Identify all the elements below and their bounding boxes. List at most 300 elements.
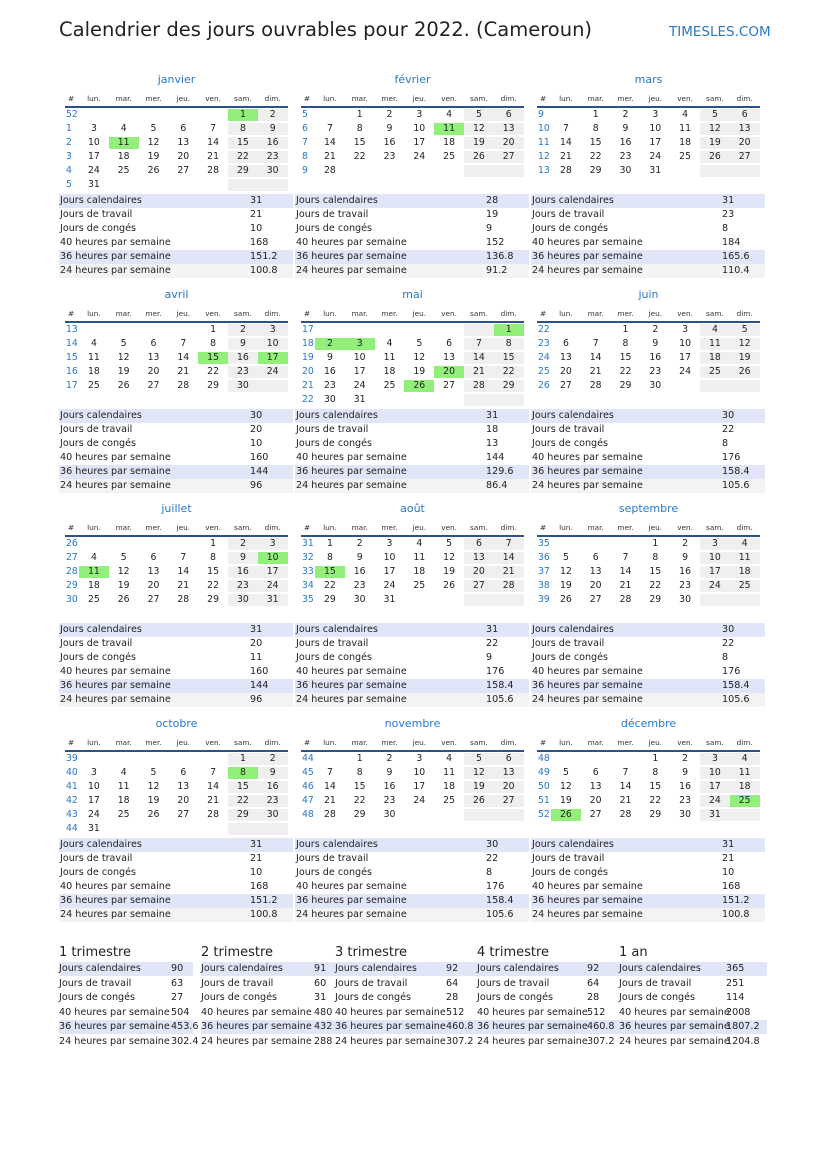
summary-label: Jours calendaires bbox=[619, 963, 701, 974]
day-cell: 9 bbox=[682, 767, 689, 778]
stat-label: 40 heures par semaine bbox=[296, 452, 407, 463]
day-cell: 4 bbox=[386, 338, 393, 349]
stat-value: 168 bbox=[250, 881, 269, 892]
empty-day-cell bbox=[494, 165, 524, 177]
stat-label: 40 heures par semaine bbox=[60, 237, 171, 248]
day-cell: 30 bbox=[679, 809, 691, 820]
stat-value: 8 bbox=[722, 223, 729, 234]
stat-row bbox=[59, 465, 293, 479]
empty-day-cell bbox=[109, 823, 139, 835]
empty-day-cell bbox=[109, 179, 139, 191]
day-cell: 22 bbox=[353, 151, 366, 162]
stat-label: Jours calendaires bbox=[60, 839, 142, 850]
day-cell: 17 bbox=[700, 781, 730, 793]
weekday-label: jeu. bbox=[176, 94, 191, 103]
day-cell: 8 bbox=[592, 123, 599, 134]
stat-row bbox=[295, 222, 529, 236]
stat-label: 36 heures par semaine bbox=[532, 895, 643, 906]
stat-row bbox=[295, 264, 529, 278]
weekday-label: mar. bbox=[351, 94, 368, 103]
day-cell: 21 bbox=[207, 795, 219, 806]
day-cell: 22 bbox=[649, 795, 662, 806]
day-cell: 22 bbox=[353, 795, 366, 806]
day-cell: 23 bbox=[679, 580, 691, 591]
day-cell: 10 bbox=[258, 338, 288, 350]
summary-label: Jours de congés bbox=[335, 992, 412, 1004]
stat-value: 10 bbox=[722, 867, 735, 878]
weekday-label: lun. bbox=[87, 738, 101, 747]
empty-day-cell bbox=[315, 753, 345, 765]
day-cell: 9 bbox=[682, 552, 689, 563]
week-number-header: # bbox=[68, 94, 75, 103]
empty-day-cell bbox=[139, 324, 169, 336]
header-divider bbox=[301, 535, 524, 537]
week-number: 52 bbox=[66, 109, 78, 120]
empty-day-cell bbox=[168, 109, 198, 121]
week-number: 49 bbox=[538, 767, 550, 778]
stat-label: 36 heures par semaine bbox=[60, 895, 171, 906]
stat-value: 165.6 bbox=[722, 251, 750, 262]
stat-row bbox=[59, 852, 293, 866]
weekday-label: ven. bbox=[205, 309, 221, 318]
month-name: juillet bbox=[161, 502, 192, 515]
stat-label: Jours de congés bbox=[60, 223, 137, 234]
day-cell: 6 bbox=[150, 338, 157, 349]
summary-row bbox=[619, 991, 767, 1005]
empty-day-cell bbox=[730, 380, 760, 392]
day-cell: 21 bbox=[323, 795, 336, 806]
day-cell: 11 bbox=[87, 352, 100, 363]
weekday-label: dim. bbox=[500, 309, 517, 318]
day-cell: 5 bbox=[150, 767, 157, 778]
weekday-label: sam. bbox=[234, 738, 252, 747]
holiday-day: 11 bbox=[109, 137, 139, 149]
week-number: 4 bbox=[66, 165, 72, 176]
day-cell: 15 bbox=[649, 566, 662, 577]
empty-day-cell bbox=[434, 394, 464, 406]
week-number: 22 bbox=[538, 324, 550, 335]
day-cell: 26 bbox=[700, 151, 730, 163]
day-cell: 1 bbox=[356, 753, 363, 764]
day-cell: 10 bbox=[413, 767, 426, 778]
day-cell: 9 bbox=[326, 352, 333, 363]
day-cell: 30 bbox=[679, 594, 691, 605]
day-cell: 31 bbox=[649, 165, 662, 176]
day-cell: 8 bbox=[494, 338, 524, 350]
day-cell: 31 bbox=[87, 179, 100, 190]
stat-label: 36 heures par semaine bbox=[532, 466, 643, 477]
stat-label: Jours calendaires bbox=[532, 410, 614, 421]
day-cell: 21 bbox=[619, 795, 632, 806]
day-cell: 29 bbox=[589, 165, 602, 176]
empty-day-cell bbox=[375, 394, 405, 406]
stat-value: 8 bbox=[486, 867, 493, 878]
stat-label: Jours calendaires bbox=[60, 410, 142, 421]
day-cell: 23 bbox=[258, 151, 288, 163]
day-cell: 7 bbox=[180, 552, 187, 563]
weekday-label: lun. bbox=[323, 309, 337, 318]
day-cell: 11 bbox=[679, 123, 691, 134]
empty-day-cell bbox=[581, 538, 611, 550]
day-cell: 15 bbox=[619, 352, 632, 363]
empty-day-cell bbox=[464, 394, 494, 406]
stat-row bbox=[59, 665, 293, 679]
summary-row bbox=[335, 991, 477, 1005]
stat-label: 24 heures par semaine bbox=[532, 480, 643, 491]
day-cell: 12 bbox=[147, 137, 160, 148]
day-cell: 13 bbox=[730, 123, 760, 135]
empty-day-cell bbox=[198, 823, 228, 835]
week-number-header: # bbox=[540, 94, 547, 103]
summary-row bbox=[477, 962, 619, 976]
day-cell: 8 bbox=[356, 123, 363, 134]
week-number: 14 bbox=[66, 338, 78, 349]
day-cell: 8 bbox=[622, 338, 629, 349]
week-number: 6 bbox=[302, 123, 308, 134]
empty-day-cell bbox=[168, 823, 198, 835]
summary-value: 64 bbox=[587, 977, 600, 989]
day-cell: 28 bbox=[619, 809, 632, 820]
summary-label: Jours de travail bbox=[201, 977, 274, 989]
day-cell: 5 bbox=[562, 767, 569, 778]
summary-label: 24 heures par semaine bbox=[59, 1036, 170, 1047]
summary-row bbox=[201, 1006, 335, 1020]
day-cell: 27 bbox=[147, 594, 160, 605]
summary-row bbox=[59, 977, 193, 991]
stat-row bbox=[59, 479, 293, 493]
day-cell: 4 bbox=[446, 109, 453, 120]
summary-value: 512 bbox=[587, 1006, 606, 1018]
empty-day-cell bbox=[730, 809, 760, 821]
weekday-label: jeu. bbox=[412, 738, 427, 747]
summary-value: 60 bbox=[314, 977, 327, 989]
summary-title: 1 an bbox=[619, 945, 648, 960]
stat-value: 158.4 bbox=[486, 895, 514, 906]
week-number: 29 bbox=[66, 580, 78, 591]
header-divider bbox=[537, 106, 760, 108]
stat-row bbox=[59, 838, 293, 852]
stat-value: 22 bbox=[486, 853, 499, 864]
day-cell: 3 bbox=[258, 324, 288, 336]
empty-day-cell bbox=[464, 809, 494, 821]
stat-label: Jours calendaires bbox=[532, 839, 614, 850]
stat-value: 105.6 bbox=[486, 909, 514, 920]
empty-day-cell bbox=[198, 753, 228, 765]
stat-label: 24 heures par semaine bbox=[60, 909, 171, 920]
stat-label: Jours calendaires bbox=[60, 624, 142, 635]
header-divider bbox=[301, 321, 524, 323]
day-cell: 9 bbox=[258, 123, 288, 135]
empty-day-cell bbox=[168, 753, 198, 765]
stat-value: 21 bbox=[722, 853, 735, 864]
week-number: 5 bbox=[66, 179, 72, 190]
stat-row bbox=[59, 866, 293, 880]
day-cell: 28 bbox=[589, 380, 602, 391]
day-cell: 24 bbox=[87, 165, 100, 176]
day-cell: 5 bbox=[464, 753, 494, 765]
summary-row bbox=[201, 962, 335, 976]
stat-row bbox=[295, 250, 529, 264]
empty-day-cell bbox=[494, 394, 524, 406]
holiday-day: 15 bbox=[315, 566, 345, 578]
day-cell: 27 bbox=[177, 165, 190, 176]
stat-value: 158.4 bbox=[722, 466, 750, 477]
stat-row bbox=[295, 679, 529, 693]
day-cell: 15 bbox=[353, 137, 366, 148]
weekday-label: mar. bbox=[115, 94, 132, 103]
day-cell: 4 bbox=[120, 767, 127, 778]
summary-label: 24 heures par semaine bbox=[619, 1036, 730, 1047]
summary-title: 4 trimestre bbox=[477, 945, 550, 960]
day-cell: 20 bbox=[464, 566, 494, 578]
summary-label: Jours de congés bbox=[201, 992, 278, 1004]
week-number: 25 bbox=[538, 366, 550, 377]
week-number: 9 bbox=[538, 109, 544, 120]
day-cell: 6 bbox=[180, 767, 187, 778]
summary-title: 2 trimestre bbox=[201, 945, 274, 960]
day-cell: 21 bbox=[619, 580, 632, 591]
stat-row bbox=[295, 866, 529, 880]
empty-day-cell bbox=[168, 538, 198, 550]
stat-label: Jours de travail bbox=[532, 853, 605, 864]
empty-day-cell bbox=[494, 809, 524, 821]
day-cell: 9 bbox=[622, 123, 629, 134]
day-cell: 29 bbox=[207, 594, 219, 605]
week-number: 20 bbox=[302, 366, 314, 377]
month-name: janvier bbox=[157, 73, 196, 86]
weekday-label: jeu. bbox=[176, 523, 191, 532]
day-cell: 19 bbox=[464, 137, 494, 149]
header-divider bbox=[301, 750, 524, 752]
stat-row bbox=[59, 250, 293, 264]
day-cell: 22 bbox=[228, 795, 258, 807]
summary-label: Jours calendaires bbox=[59, 963, 141, 974]
day-cell: 25 bbox=[383, 380, 396, 391]
weekday-label: dim. bbox=[736, 94, 753, 103]
summary-row bbox=[477, 1035, 619, 1049]
weekday-label: ven. bbox=[677, 738, 693, 747]
weekday-label: dim. bbox=[736, 523, 753, 532]
week-number: 43 bbox=[66, 809, 78, 820]
summary-value: 460.8 bbox=[587, 1021, 615, 1033]
empty-day-cell bbox=[404, 594, 434, 606]
day-cell: 15 bbox=[494, 352, 524, 364]
empty-day-cell bbox=[434, 324, 464, 336]
holiday-day: 8 bbox=[228, 767, 258, 779]
stat-label: Jours de congés bbox=[296, 223, 373, 234]
day-cell: 15 bbox=[589, 137, 602, 148]
stat-row bbox=[295, 637, 529, 651]
week-number-header: # bbox=[304, 309, 311, 318]
day-cell: 3 bbox=[386, 538, 393, 549]
day-cell: 17 bbox=[258, 566, 288, 578]
day-cell: 24 bbox=[700, 795, 730, 807]
week-number: 38 bbox=[538, 580, 550, 591]
weekday-label: dim. bbox=[736, 738, 753, 747]
week-number: 26 bbox=[66, 538, 78, 549]
day-cell: 20 bbox=[147, 580, 160, 591]
day-cell: 4 bbox=[446, 753, 453, 764]
day-cell: 22 bbox=[494, 366, 524, 378]
day-cell: 24 bbox=[353, 380, 366, 391]
day-cell: 8 bbox=[652, 767, 659, 778]
stat-value: 96 bbox=[250, 694, 263, 705]
weekday-label: mer. bbox=[617, 738, 634, 747]
empty-day-cell bbox=[109, 538, 139, 550]
week-number: 28 bbox=[66, 566, 78, 577]
day-cell: 22 bbox=[207, 366, 219, 377]
weekday-label: mar. bbox=[587, 309, 604, 318]
day-cell: 29 bbox=[228, 809, 258, 821]
day-cell: 13 bbox=[147, 566, 160, 577]
week-number: 19 bbox=[302, 352, 314, 363]
stat-row bbox=[531, 838, 765, 852]
summary-value: 504 bbox=[171, 1006, 190, 1018]
week-number-header: # bbox=[304, 94, 311, 103]
week-number: 7 bbox=[302, 137, 308, 148]
stat-value: 31 bbox=[250, 195, 263, 206]
day-cell: 29 bbox=[207, 380, 219, 391]
day-cell: 14 bbox=[323, 137, 336, 148]
stat-row bbox=[295, 852, 529, 866]
day-cell: 6 bbox=[730, 109, 760, 121]
stat-label: 24 heures par semaine bbox=[60, 265, 171, 276]
stat-value: 31 bbox=[722, 195, 735, 206]
day-cell: 7 bbox=[622, 552, 629, 563]
day-cell: 12 bbox=[700, 123, 730, 135]
day-cell: 1 bbox=[210, 538, 217, 549]
day-cell: 7 bbox=[326, 123, 333, 134]
empty-day-cell bbox=[139, 753, 169, 765]
day-cell: 3 bbox=[700, 538, 730, 550]
day-cell: 1 bbox=[326, 538, 333, 549]
day-cell: 5 bbox=[464, 109, 494, 121]
day-cell: 8 bbox=[652, 552, 659, 563]
stat-label: Jours de travail bbox=[296, 209, 369, 220]
weekday-label: lun. bbox=[323, 738, 337, 747]
summary-label: 36 heures par semaine bbox=[619, 1021, 730, 1033]
stat-label: 40 heures par semaine bbox=[532, 452, 643, 463]
stat-value: 100.8 bbox=[250, 265, 278, 276]
week-number: 26 bbox=[538, 380, 550, 391]
stat-label: Jours calendaires bbox=[296, 624, 378, 635]
day-cell: 16 bbox=[258, 137, 288, 149]
header-divider bbox=[65, 750, 288, 752]
month-name: octobre bbox=[155, 717, 198, 730]
day-cell: 9 bbox=[652, 338, 659, 349]
stat-value: 168 bbox=[250, 237, 269, 248]
holiday-day: 26 bbox=[404, 380, 434, 392]
stat-row bbox=[59, 423, 293, 437]
day-cell: 22 bbox=[619, 366, 632, 377]
day-cell: 5 bbox=[700, 109, 730, 121]
day-cell: 7 bbox=[464, 338, 494, 350]
brand-link[interactable]: TIMESLES.COM bbox=[669, 24, 771, 40]
stat-label: 24 heures par semaine bbox=[296, 694, 407, 705]
day-cell: 16 bbox=[228, 352, 258, 364]
day-cell: 22 bbox=[649, 580, 662, 591]
stat-row bbox=[295, 479, 529, 493]
day-cell: 11 bbox=[117, 781, 130, 792]
day-cell: 21 bbox=[177, 580, 190, 591]
day-cell: 1 bbox=[228, 753, 258, 765]
weekday-label: lun. bbox=[87, 94, 101, 103]
month-name: mars bbox=[634, 73, 663, 86]
empty-day-cell bbox=[551, 324, 581, 336]
summary-value: 90 bbox=[171, 963, 184, 974]
stat-value: 136.8 bbox=[486, 251, 514, 262]
day-cell: 18 bbox=[117, 795, 130, 806]
stat-row bbox=[531, 465, 765, 479]
stat-row bbox=[59, 409, 293, 423]
day-cell: 6 bbox=[592, 552, 599, 563]
day-cell: 30 bbox=[383, 809, 396, 820]
day-cell: 19 bbox=[464, 781, 494, 793]
week-number: 5 bbox=[302, 109, 308, 120]
stat-label: Jours de travail bbox=[60, 209, 133, 220]
summary-label: 36 heures par semaine bbox=[335, 1021, 446, 1033]
day-cell: 23 bbox=[323, 380, 336, 391]
summary-row bbox=[201, 1035, 335, 1049]
summary-value: 453.6 bbox=[171, 1021, 199, 1033]
summary-row bbox=[59, 1020, 199, 1034]
summary-label: 40 heures par semaine bbox=[201, 1006, 312, 1018]
empty-day-cell bbox=[228, 823, 258, 835]
empty-day-cell bbox=[198, 179, 228, 191]
day-cell: 2 bbox=[622, 109, 629, 120]
day-cell: 19 bbox=[700, 137, 730, 149]
summary-value: 307.2 bbox=[587, 1036, 615, 1047]
day-cell: 8 bbox=[228, 123, 258, 135]
weekday-label: jeu. bbox=[648, 94, 663, 103]
day-cell: 16 bbox=[228, 566, 258, 578]
day-cell: 25 bbox=[87, 380, 100, 391]
empty-day-cell bbox=[670, 380, 700, 392]
stat-row bbox=[531, 866, 765, 880]
day-cell: 4 bbox=[120, 123, 127, 134]
header-divider bbox=[301, 106, 524, 108]
day-cell: 20 bbox=[559, 366, 572, 377]
stat-row bbox=[59, 651, 293, 665]
day-cell: 10 bbox=[700, 767, 730, 779]
day-cell: 12 bbox=[559, 566, 572, 577]
day-cell: 28 bbox=[559, 165, 572, 176]
stat-label: Jours de congés bbox=[532, 438, 609, 449]
week-number: 17 bbox=[66, 380, 78, 391]
summary-row bbox=[335, 977, 477, 991]
stat-row bbox=[59, 637, 293, 651]
day-cell: 20 bbox=[589, 580, 602, 591]
summary-label: Jours calendaires bbox=[477, 963, 559, 974]
stat-row bbox=[531, 250, 765, 264]
summary-value: 28 bbox=[587, 992, 600, 1004]
day-cell: 4 bbox=[730, 538, 760, 550]
stat-label: Jours calendaires bbox=[296, 195, 378, 206]
weekday-label: lun. bbox=[559, 523, 573, 532]
summary-value: 91 bbox=[314, 963, 327, 974]
day-cell: 18 bbox=[679, 137, 691, 148]
weekday-label: sam. bbox=[470, 309, 488, 318]
stat-label: 40 heures par semaine bbox=[60, 452, 171, 463]
stat-row bbox=[59, 451, 293, 465]
stat-row bbox=[531, 908, 765, 922]
day-cell: 8 bbox=[326, 552, 333, 563]
stat-row bbox=[531, 894, 765, 908]
summary-label: 36 heures par semaine bbox=[477, 1021, 588, 1033]
day-cell: 25 bbox=[700, 366, 730, 378]
summary-label: 24 heures par semaine bbox=[201, 1036, 312, 1047]
stat-row bbox=[531, 651, 765, 665]
